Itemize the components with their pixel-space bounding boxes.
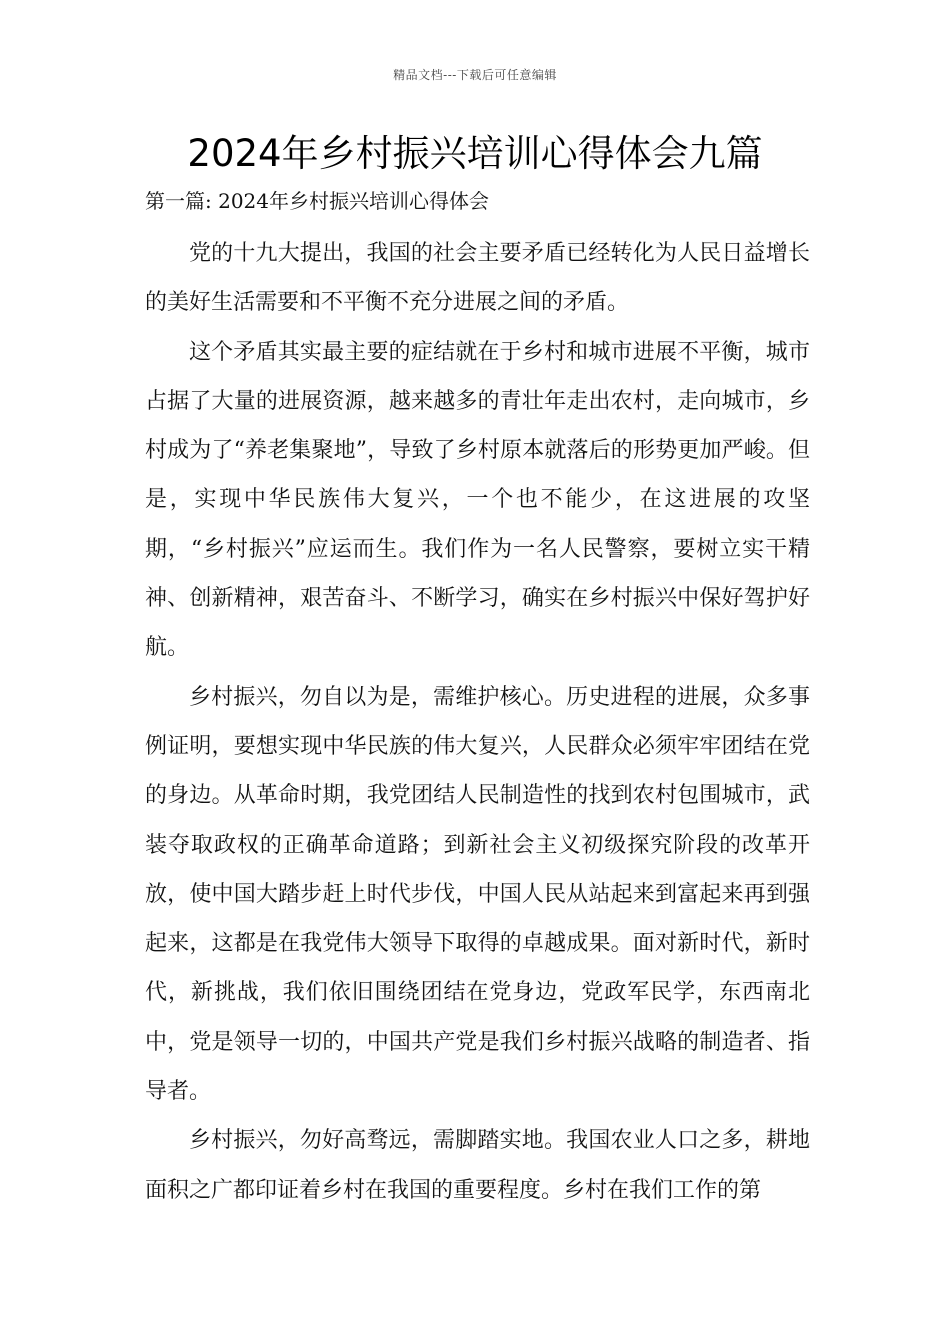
document-title: 2024年乡村振兴培训心得体会九篇 xyxy=(187,132,763,175)
paragraph-1: 党的十九大提出，我国的社会主要矛盾已经转化为人民日益增长的美好生活需要和不平衡不充分进展之间的矛盾。 xyxy=(145,241,810,316)
paragraph-3: 乡村振兴，勿自以为是，需维护核心。历史进程的进展，众多事例证明，要想实现中华民族的伟大复兴，人民群众必须牢牢团结在党的身边。从革命时期，我党团结人民制造性的找到农村包围城市，武装夺取政权的正确革命道路；到新社会主义初级探究阶段的改革开放，使中国大踏步赶上时代步伐，中国人民从站起来到富起来再到强起来，这都是在我党伟大领导下取得的卓越成果。面对新时代，新时代，新挑战，我们依旧围绕团结在党身边，党政军民学，东西南北中，党是领导一切的，中国共产党是我们乡村振兴战略的制造者、指导者。 xyxy=(145,684,810,1105)
body-text xyxy=(145,229,810,1215)
paragraph-2: 这个矛盾其实最主要的症结就在于乡村和城市进展不平衡，城市占据了大量的进展资源，越来越多的青壮年走出农村，走向城市，乡村成为了“养老集聚地”，导致了乡村原本就落后的形势更加严峻。但是，实现中华民族伟大复兴，一个也不能少，在这进展的攻坚期，“乡村振兴”应运而生。我们作为一名人民警察，要树立实干精神、创新精神，艰苦奋斗、不断学习，确实在乡村振兴中保好驾护好航。 xyxy=(145,339,810,661)
section-heading: 第一篇: 2024年乡村振兴培训心得体会 xyxy=(145,189,489,213)
header-note: 精品文档---下载后可任意编辑 xyxy=(393,68,557,82)
paragraph-4: 乡村振兴，勿好高骛远，需脚踏实地。我国农业人口之多，耕地面积之广都印证着乡村在我国的重要程度。乡村在我们工作的第 xyxy=(145,1128,810,1203)
